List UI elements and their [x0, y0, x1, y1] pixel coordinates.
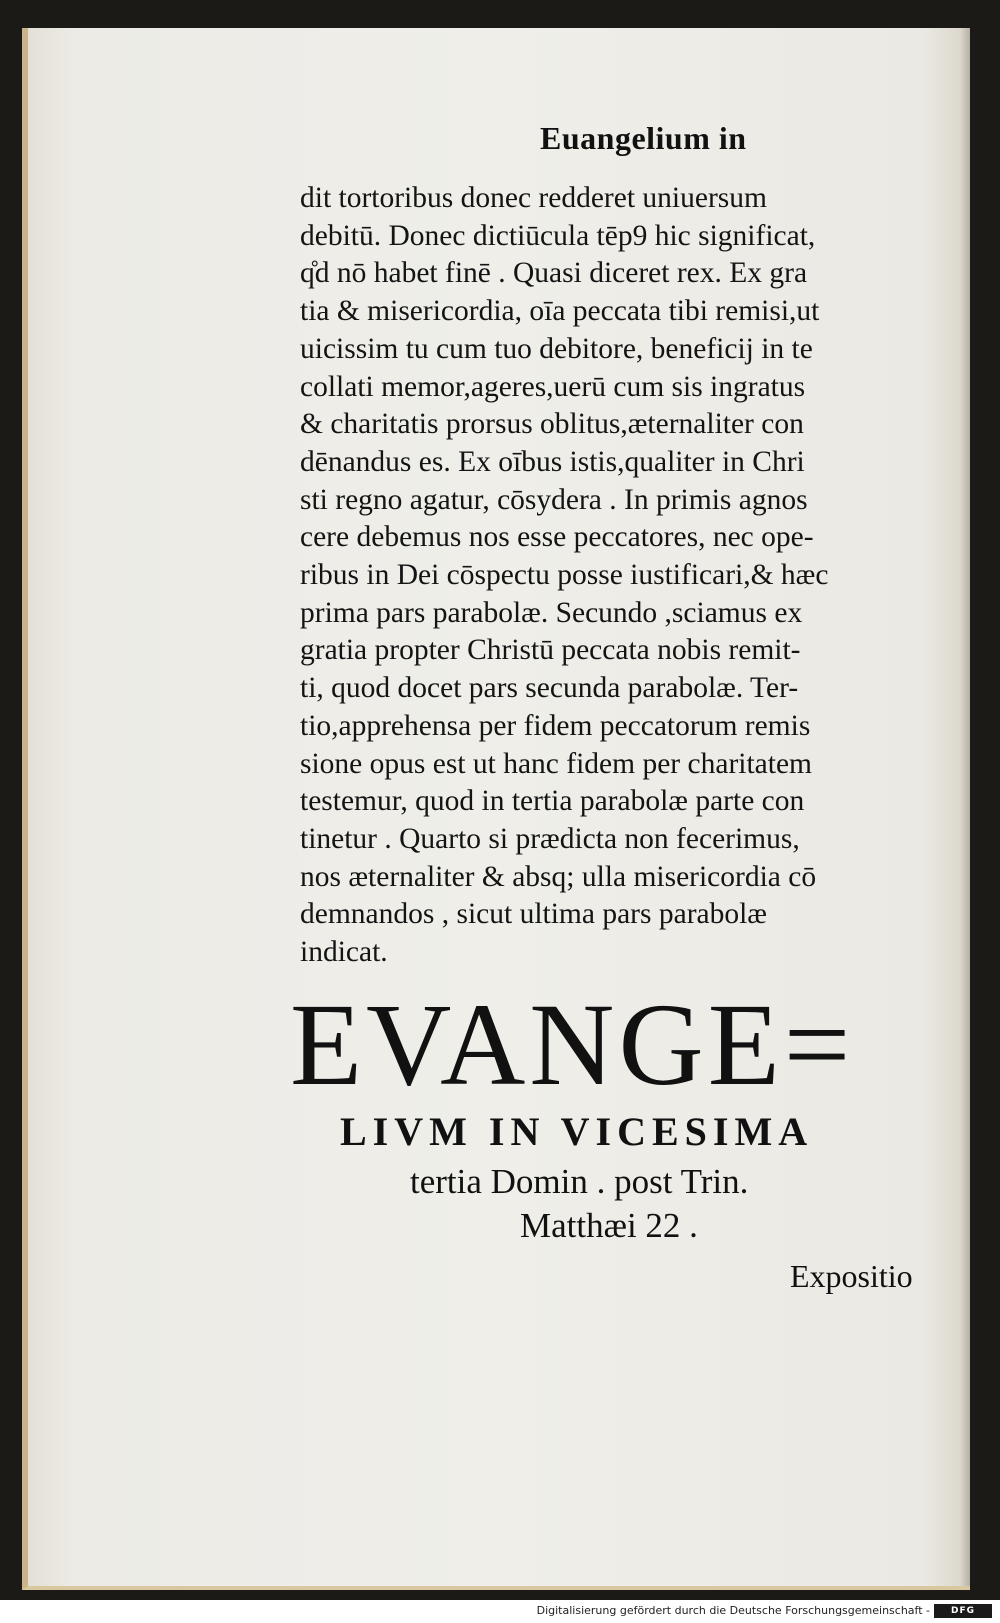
text-line: tia & misericordia, oīa peccata tibi remisi,ut — [300, 295, 820, 328]
text-line: & charitatis prorsus oblitus,æternaliter con — [300, 408, 804, 441]
text-line: collati memor,ageres,uerū cum sis ingratus — [300, 370, 806, 403]
text-line: indicat. — [300, 936, 388, 969]
text-line: sti regno agatur, cōsydera . In primis agnos — [300, 483, 808, 516]
text-line: gratia propter Christū peccata nobis remit- — [300, 634, 801, 667]
page-edge-shadow — [960, 28, 970, 1586]
body-text — [300, 180, 942, 972]
footer-credit: Digitalisierung gefördert durch die Deutsche Forschungsgemeinschaft - — [536, 1604, 930, 1617]
text-line: ti, quod docet pars secunda parabolæ. Ter- — [300, 672, 799, 705]
footer-bar — [0, 1600, 1000, 1623]
text-line: tio,apprehensa per fidem peccatorum remis — [300, 709, 811, 742]
text-line: ribus in Dei cōspectu posse iustificari,& hæc — [300, 559, 829, 592]
catchword: Expositio — [790, 1258, 913, 1294]
text-line: tinetur . Quarto si prædicta non fecerimus, — [300, 822, 800, 855]
text-line: prima pars parabolæ. Secundo ,sciamus ex — [300, 596, 803, 629]
section-subtitle: LIVM IN VICESIMA — [340, 1109, 814, 1154]
text-line: uicissim tu cum tuo debitore, beneficij in te — [300, 332, 813, 365]
text-line: cere debemus nos esse peccatores, nec ope- — [300, 521, 814, 554]
section-subtitle-reference: Matthæi 22 . — [520, 1206, 698, 1245]
section-title: EVANGE= — [290, 979, 855, 1110]
section-subtitle-occasion: tertia Domin . post Trin. — [410, 1162, 749, 1201]
dfg-logo: DFG — [934, 1604, 992, 1618]
text-line: sione opus est ut hanc fidem per charitatem — [300, 747, 812, 780]
text-line: testemur, quod in tertia parabolæ parte con — [300, 785, 805, 818]
text-line: nos æternaliter & absq; ulla misericordia cō — [300, 860, 817, 893]
text-line: dit tortoribus donec redderet uniuersum — [300, 182, 767, 214]
running-head: Euangelium in — [540, 120, 747, 156]
text-line: q̊d nō habet finē . Quasi diceret rex. Ex gra — [300, 257, 808, 290]
text-line: demnandos , sicut ultima pars parabolæ — [300, 898, 767, 931]
text-line: debitū. Donec dictiūcula tēp9 hic significat, — [300, 219, 816, 252]
text-line: dēnandus es. Ex oībus istis,qualiter in Chri — [300, 445, 805, 478]
